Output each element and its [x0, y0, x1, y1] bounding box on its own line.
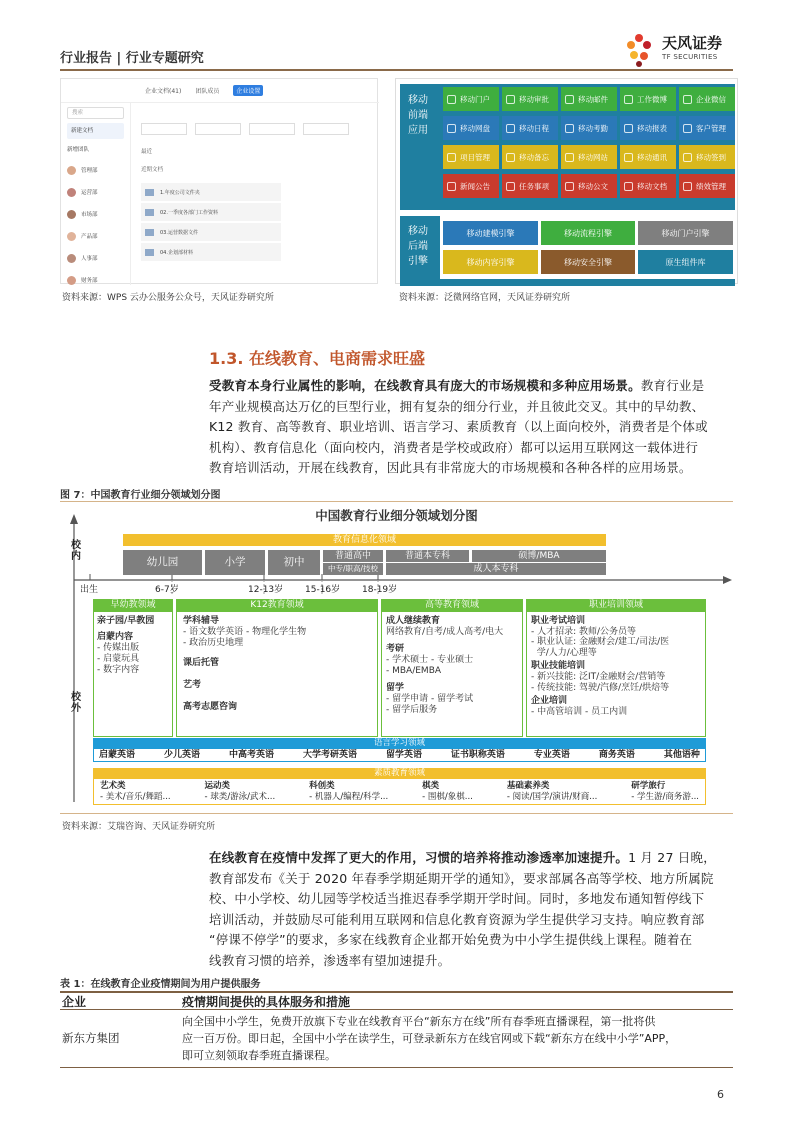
domain-higher: 高等教育领域	[381, 599, 523, 611]
education-segments-chart	[60, 501, 733, 814]
header-rule	[60, 69, 733, 71]
avatar-icon	[67, 276, 76, 285]
quality-item: 基础素养类 - 阅读/国学/演讲/财商...	[506, 781, 598, 802]
services-table	[60, 991, 733, 1068]
wps-member: 人事部	[67, 247, 124, 269]
paragraph-1: 受教育本身行业属性的影响，在线教育具有庞大的市场规模和多种应用场景。教育行业是 年产业规模高达万亿的巨型行业，拥有复杂的细分行业，并且彼此交叉。其中的早幼教、 K12 教育、高等教育、职业培训、语言学习、素质教育（以上面向校外，消费者是个体或 机构）、教育信息化（面向校内，消费者是学校或政府）都可以运用互联网这一载体进行 教育培训活动，开展在线教育，因此具有非常庞大的市场规模和各种各样的应用场景。	[209, 378, 708, 475]
portal-icon	[447, 95, 456, 104]
tile-mobile-portal: 移动门户	[443, 87, 499, 111]
age-12-13: 12-13岁	[248, 585, 284, 595]
lang-item: 留学英语	[385, 750, 422, 760]
stage-kindergarten: 幼儿园	[123, 550, 202, 575]
calendar-icon	[506, 124, 515, 133]
file-icon	[624, 182, 633, 191]
customer-icon	[683, 124, 692, 133]
tile-news: 新闻公告	[443, 174, 499, 198]
engine-portal: 移动门户引擎	[638, 221, 733, 245]
paragraph-2-lead: 在线教育在疫情中发挥了更大的作用，习惯的培养将推动渗透率加速提升。	[209, 850, 629, 865]
quality-item: 棋类 - 围棋/象棋...	[422, 781, 473, 802]
tile-mobile-approval: 移动审批	[502, 87, 558, 111]
logo-name-en: TF SECURITIES	[662, 53, 718, 61]
wps-folder-row: 04.企划部材料	[141, 243, 281, 261]
folder-icon	[145, 189, 154, 196]
age-18-19: 18-19岁	[362, 585, 398, 595]
report-icon	[624, 124, 633, 133]
stage-undergrad: 普通本专科	[386, 550, 469, 562]
cell-services: 向全国中小学生，免费开放旗下专业在线教育平台“新东方在线”所有春季班直播课程，第一批将供 应一百万份。即日起，全国中小学在读学生，可登录新东方在线官网或下载“新东方在线中小学”APP， 即可立刻领取春季班直播课程。	[182, 1015, 677, 1062]
stage-senior-high: 普通高中	[323, 550, 383, 562]
paragraph-1-lead: 受教育本身行业属性的影响，在线教育具有庞大的市场规模和多种应用场景。	[209, 378, 641, 393]
avatar-icon	[67, 254, 76, 263]
fig-left-source: 资料来源：WPS 云办公服务公众号，天风证券研究所	[62, 293, 274, 303]
higher-box: 成人继续教育 网络教育/自考/成人高考/电大 考研 - 学术硕士 - 专业硕士 - MBA/EMBA 留学 - 留学申请 - 留学考试 - 留学后服务	[381, 611, 523, 737]
folder-icon	[145, 229, 154, 236]
approval-icon	[506, 95, 515, 104]
header-company: 企业	[62, 994, 87, 1009]
figure-7-label: 图 7：中国教育行业细分领域划分图	[60, 490, 221, 501]
task-icon	[506, 182, 515, 191]
mobile-app-architecture	[395, 78, 738, 284]
tile-mobile-schedule: 移动日程	[502, 116, 558, 140]
mail-icon	[565, 95, 574, 104]
memo-icon	[506, 153, 515, 162]
performance-icon	[683, 182, 692, 191]
fig-right-source: 资料来源：泛微网络官网，天风证券研究所	[399, 293, 571, 303]
tile-performance: 绩效管理	[679, 174, 735, 198]
checkin-icon	[683, 153, 692, 162]
tile-enterprise-wechat: 企业微信	[679, 87, 735, 111]
engine-content: 移动内容引擎	[443, 250, 538, 274]
folder-icon	[145, 209, 154, 216]
lang-item: 专业英语	[533, 750, 570, 760]
wps-member: 管理部	[67, 159, 124, 181]
petal-logo-icon	[622, 32, 660, 68]
project-icon	[447, 153, 456, 162]
wps-new-doc: 新建文档	[67, 123, 124, 139]
avatar-icon	[67, 232, 76, 241]
page-number: 6	[717, 1088, 724, 1101]
wps-tab-docs: 企业文档(41)	[145, 88, 182, 95]
tile-project-mgmt: 项目管理	[443, 145, 499, 169]
header-services: 疫情期间提供的具体服务和措施	[182, 994, 351, 1009]
lang-item: 大学考研英语	[302, 750, 357, 760]
wps-member: 市场部	[67, 203, 124, 225]
lang-item: 中高考英语	[228, 750, 274, 760]
domain-k12: K12教育领域	[176, 599, 378, 611]
wps-search-input: 搜索	[67, 107, 124, 119]
stage-graduate: 硕博/MBA	[472, 550, 606, 562]
quality-item: 运动类 - 球类/游泳/武术...	[204, 781, 276, 802]
tile-work-weibo: 工作微博	[620, 87, 676, 111]
paragraph-2: 在线教育在疫情中发挥了更大的作用，习惯的培养将推动渗透率加速提升。1 月 27 日晚， 教育部发布《关于 2020 年春季学期延期开学的通知》，要求部属各高等学校、地方所属院 校、中小学校、幼儿园等学校适当推迟春季学期开学时间。同时，多地发布通知暂停线下 培训活动，并鼓励尽可能利用互联网和信息化教育资源为学生提供学习支持。响应教育部 “停课不停学”的要求，多家在线教育企业都开始免费为中小学生提供线上课程。随着在 线教育习惯的培养，渗透率有望加速提升。	[209, 850, 716, 968]
front-label: 移动 前端 应用	[408, 95, 428, 136]
lang-item: 证书职称英语	[450, 750, 505, 760]
lang-item: 启蒙英语	[99, 750, 136, 760]
tile-mobile-drive: 移动网盘	[443, 116, 499, 140]
engine-security: 移动安全引擎	[541, 250, 635, 274]
doc-icon	[565, 182, 574, 191]
stage-junior: 初中	[268, 550, 320, 575]
wps-folder-row: 1.年度公司文件夹	[141, 183, 281, 201]
folder-icon	[145, 249, 154, 256]
wechat-icon	[683, 95, 692, 104]
wps-new-team: 新增团队	[67, 147, 90, 153]
lang-item: 其他语种	[663, 750, 700, 760]
tile-mobile-comm: 移动通讯	[620, 145, 676, 169]
figure-7-source: 资料来源：艾瑞咨询、天风证券研究所	[62, 822, 216, 832]
table-row	[60, 1010, 733, 1068]
drive-icon	[447, 124, 456, 133]
axis-in-label: 校内	[71, 540, 81, 562]
k12-box: 学科辅导 - 语文数学英语 - 物理化学生物 - 政治历史地理 课后托管 艺考 高考志愿咨询	[176, 611, 378, 737]
logo-name-cn: 天风证券	[662, 34, 723, 52]
quality-item: 艺术类 - 美术/音乐/舞蹈...	[100, 781, 171, 802]
quality-band: 素质教育领域	[93, 768, 706, 778]
tile-mobile-attendance: 移动考勤	[561, 116, 617, 140]
wps-member: 运营部	[67, 181, 124, 203]
wps-member: 财务部	[67, 269, 124, 291]
domain-vocational: 职业培训领域	[526, 599, 706, 611]
tile-mobile-report: 移动报表	[620, 116, 676, 140]
wps-tab-members: 团队成员	[195, 88, 220, 95]
site-icon	[565, 153, 574, 162]
tile-mobile-mail: 移动邮件	[561, 87, 617, 111]
table-1-label: 表 1：在线教育企业疫情期间为用户提供服务	[60, 979, 261, 990]
stage-adult: 成人本专科	[386, 563, 606, 575]
quality-items	[93, 778, 706, 805]
language-band: 语言学习领域	[93, 738, 706, 748]
news-icon	[447, 182, 456, 191]
attendance-icon	[565, 124, 574, 133]
weibo-icon	[624, 95, 633, 104]
engine-modeling: 移动建模引擎	[443, 221, 538, 245]
quality-item: 研学旅行 - 学生游/商务游...	[631, 781, 699, 802]
report-type-header: 行业报告 | 行业专题研究	[60, 51, 204, 66]
cell-company: 新东方集团	[62, 1031, 120, 1045]
engine-workflow: 移动流程引擎	[541, 221, 635, 245]
wps-recent-label: 最近	[141, 149, 153, 155]
tile-mobile-docs: 移动文档	[620, 174, 676, 198]
age-6-7: 6-7岁	[155, 585, 179, 595]
age-15-16: 15-16岁	[305, 585, 341, 595]
axis-out-label: 校外	[71, 692, 81, 714]
stage-vocational-high: 中专/职高/技校	[323, 563, 383, 575]
lang-item: 少儿英语	[163, 750, 200, 760]
wps-screenshot	[60, 78, 378, 284]
info-band: 教育信息化领域	[123, 534, 606, 546]
section-title: 1.3. 在线教育、电商需求旺盛	[209, 349, 425, 368]
language-items	[93, 748, 706, 762]
wps-tab-settings: 企业设置	[233, 85, 263, 96]
wps-section-label: 近期文档	[141, 167, 164, 173]
tile-official-doc: 移动公文	[561, 174, 617, 198]
phone-icon	[624, 153, 633, 162]
stage-primary: 小学	[205, 550, 265, 575]
wps-folder-row: 03.运营数据文件	[141, 223, 281, 241]
tile-customer-mgmt: 客户管理	[679, 116, 735, 140]
tf-securities-logo	[622, 32, 742, 68]
lang-item: 商务英语	[598, 750, 635, 760]
tile-mobile-site: 移动网站	[561, 145, 617, 169]
tile-mobile-memo: 移动备忘	[502, 145, 558, 169]
domain-early: 早幼教领域	[93, 599, 173, 611]
back-label: 移动 后端 引擎	[408, 226, 428, 267]
tile-tasks: 任务事项	[502, 174, 558, 198]
vocational-box: 职业考试培训 - 人才招录: 教师/公务员等 - 职业认证: 金融财会/建工/司法/医 学/人力/心理等 职业技能培训 - 新兴技能: 泛IT/金融财会/营销等 - 传统技能: 驾驶/汽修/烹饪/烘焙等 企业培训 - 中高管培训 - 员工内训	[526, 611, 706, 737]
quality-item: 科创类 - 机器人/编程/科学...	[309, 781, 389, 802]
chart-title: 中国教育行业细分领域划分图	[315, 508, 478, 523]
age-birth: 出生	[80, 585, 99, 595]
table-header	[60, 991, 733, 1010]
wps-member: 产品部	[67, 225, 124, 247]
native-components: 原生组件库	[638, 250, 733, 274]
avatar-icon	[67, 188, 76, 197]
wps-folder-row: 02.一季度各部门工作资料	[141, 203, 281, 221]
avatar-icon	[67, 166, 76, 175]
tile-mobile-checkin: 移动签到	[679, 145, 735, 169]
early-box: 亲子园/早教园 启蒙内容 - 传媒出版 - 启蒙玩具 - 数字内容	[93, 611, 173, 737]
avatar-icon	[67, 210, 76, 219]
